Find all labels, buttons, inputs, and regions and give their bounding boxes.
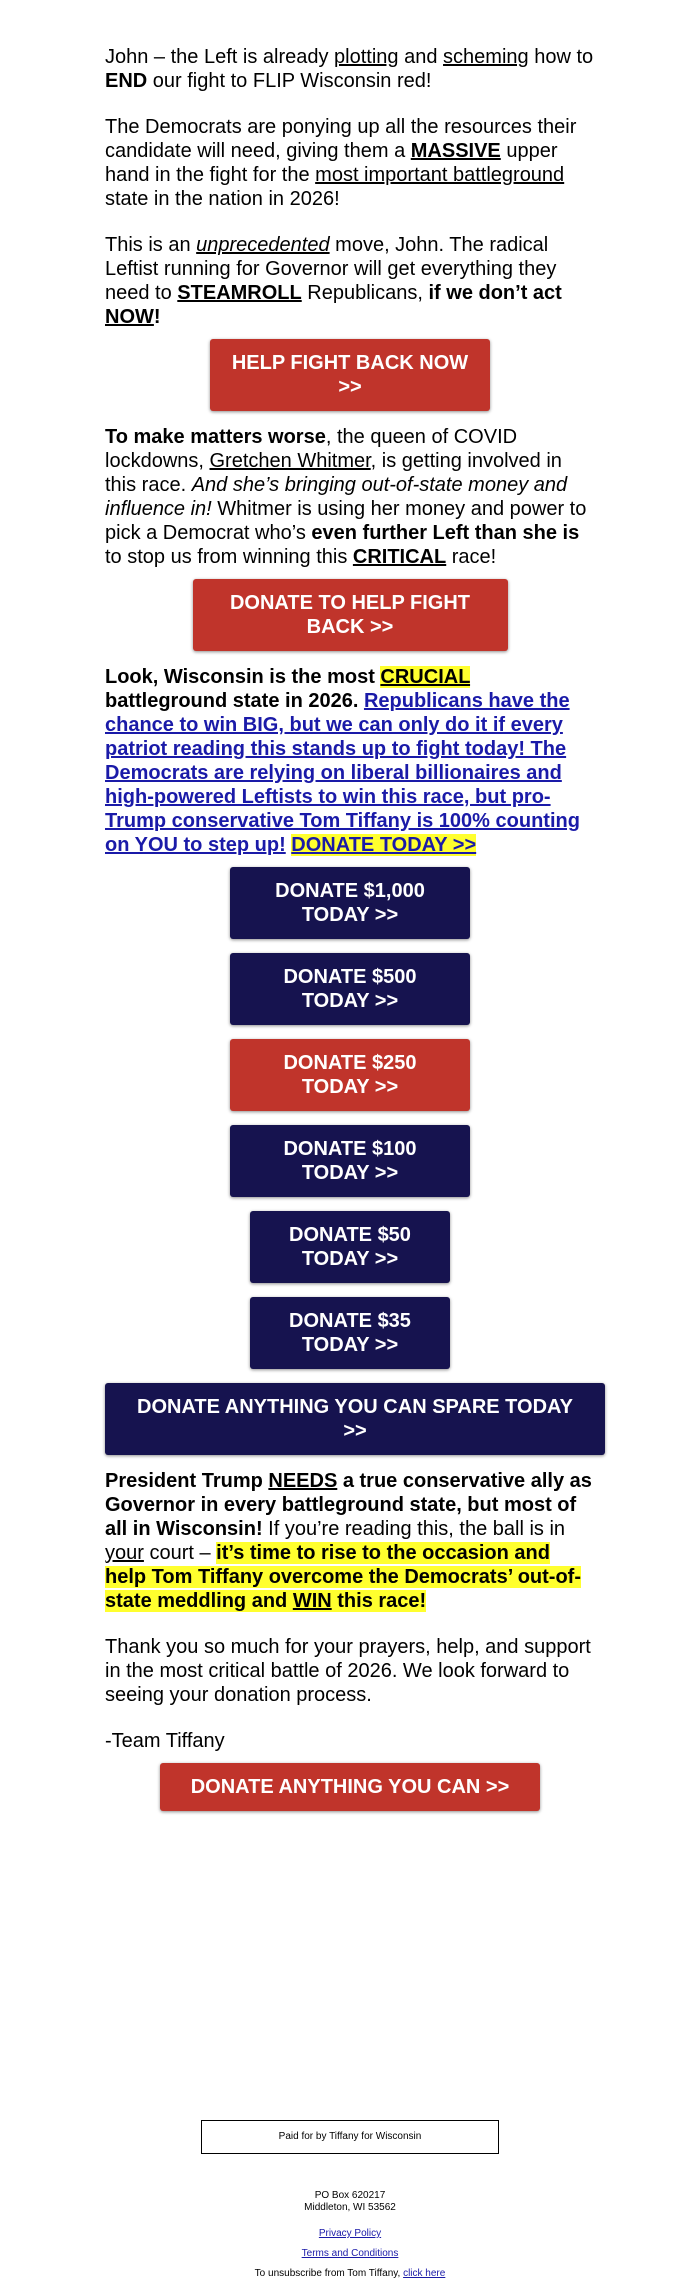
address-line-2: Middleton, WI 53562 (304, 2202, 396, 2213)
intro-paragraph-2: The Democrats are ponying up all the resources their candidate will need, giving them a MASSIVE upper hand in the fight for the most important battleground state in the nation in 2026! (105, 116, 577, 210)
donate-500-button[interactable]: DONATE $500 TODAY >> (230, 953, 470, 1025)
intro-paragraph-3: This is an unprecedented move, John. The radical Leftist running for Governor will get everything they need to STEAMROLL Republicans, if we don’t act NOW! (105, 234, 562, 328)
footer (105, 2120, 595, 2280)
privacy-policy-link[interactable]: Privacy Policy (318, 2228, 382, 2239)
unsubscribe-line: To unsubscribe from Tom Tiffany, click here (254, 2268, 446, 2279)
unsubscribe-link[interactable]: click here (403, 2268, 446, 2279)
help-fight-back-button[interactable]: HELP FIGHT BACK NOW >> (210, 339, 490, 411)
intro-paragraph-1: John – the Left is already plotting and scheming how to END our fight to FLIP Wisconsin red! (105, 46, 594, 92)
signoff: -Team Tiffany (105, 1730, 225, 1752)
trump-paragraph: President Trump NEEDS a true conservative ally as Governor in every battleground state, but most of all in Wisconsin! If you’re reading this, the ball is in your court – it’s time to rise to the occasion and help Tom Tiffany overcome the Democrats’ out-of-state meddling and WIN this race! (105, 1470, 592, 1612)
donate-anything-button[interactable]: DONATE ANYTHING YOU CAN >> (160, 1763, 540, 1811)
address-line-1: PO Box 620217 (314, 2190, 386, 2201)
donate-today-link[interactable]: DONATE TODAY >> (291, 834, 477, 856)
crucial-link[interactable]: Republicans have the chance to win BIG, but we can only do it if every patriot reading this stands up to fight today! The Democrats are relying on liberal billionaires and high-powered Leftists to win this race, but pro-Trump conservative Tom Tiffany is 100% counting on YOU to step up! (105, 690, 580, 856)
terms-link[interactable]: Terms and Conditions (301, 2248, 399, 2259)
donate-250-button[interactable]: DONATE $250 TODAY >> (230, 1039, 470, 1111)
donate-anything-spare-button[interactable]: DONATE ANYTHING YOU CAN SPARE TODAY >> (105, 1383, 605, 1455)
donate-fight-back-button[interactable]: DONATE TO HELP FIGHT BACK >> (193, 579, 508, 651)
donate-50-button[interactable]: DONATE $50 TODAY >> (250, 1211, 450, 1283)
email-body (105, 0, 595, 2280)
thanks-paragraph: Thank you so much for your prayers, help, and support in the most critical battle of 2026. We look forward to seeing your donation process. (105, 1636, 591, 1706)
donate-35-button[interactable]: DONATE $35 TODAY >> (250, 1297, 450, 1369)
paid-for-box: Paid for by Tiffany for Wisconsin (201, 2120, 499, 2154)
crucial-paragraph: Look, Wisconsin is the most CRUCIAL battleground state in 2026. Republicans have the chance to win BIG, but we can only do it if every patriot reading this stands up to fight today! The Democrats are relying on liberal billionaires and high-powered Leftists to win this race, but pro-Trump conservative Tom Tiffany is 100% counting on YOU to step up! DONATE TODAY >> (105, 666, 580, 856)
donate-100-button[interactable]: DONATE $100 TODAY >> (230, 1125, 470, 1197)
whitmer-paragraph: To make matters worse, the queen of COVID lockdowns, Gretchen Whitmer, is getting involved in this race. And she’s bringing out-of-state money and influence in! Whitmer is using her money and power to pick a Democrat who’s even further Left than she is to stop us from winning this CRITICAL race! (105, 426, 587, 568)
donate-1000-button[interactable]: DONATE $1,000 TODAY >> (230, 867, 470, 939)
